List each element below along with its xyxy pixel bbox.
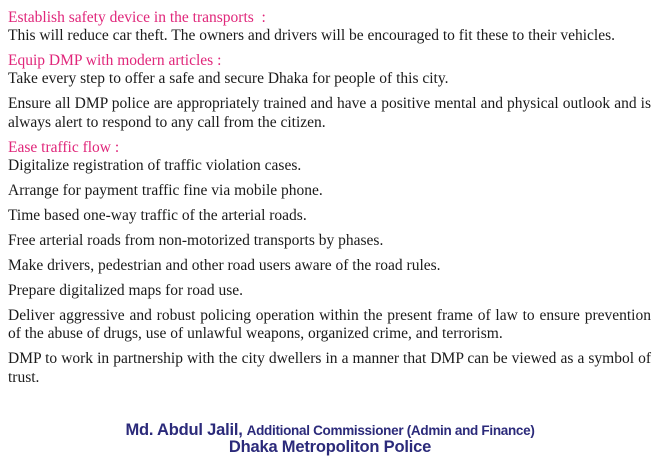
section-heading-ease-traffic: Ease traffic flow : (8, 138, 120, 156)
document-body (8, 9, 651, 387)
paragraph: Prepare digitalized maps for road use. (8, 281, 243, 299)
paragraph: Ensure all DMP police are appropriately trained and have a positive mental and physical outlook and is always alert to respond to any call from the citizen. (8, 95, 651, 131)
signatory-title: Additional Commissioner (Admin and Finance) (246, 423, 535, 438)
paragraph: Digitalize registration of traffic violation cases. (8, 156, 302, 174)
paragraph: Deliver aggressive and robust policing operation within the present frame of law to ensure prevention of the abuse of drugs, use of unlawful weapons, organized crime, and terrorism. (8, 306, 651, 342)
paragraph: Time based one-way traffic of the arterial roads. (8, 206, 307, 224)
paragraph: This will reduce car theft. The owners and drivers will be encouraged to fit these to their vehicles. (8, 27, 616, 44)
paragraph: Take every step to offer a safe and secure Dhaka for people of this city. (8, 70, 449, 87)
section-heading-safety-device: Establish safety device in the transports : (8, 9, 266, 26)
paragraph: Arrange for payment traffic fine via mobile phone. (8, 181, 323, 199)
section-heading-equip-dmp: Equip DMP with modern articles : (8, 52, 222, 69)
paragraph: DMP to work in partnership with the city dwellers in a manner that DMP can be viewed as a symbol of trust. (8, 350, 651, 386)
paragraph: Make drivers, pedestrian and other road users aware of the road rules. (8, 256, 441, 274)
signatory-name: Md. Abdul Jalil, (125, 421, 243, 439)
paragraph: Free arterial roads from non-motorized transports by phases. (8, 231, 384, 249)
signatory-organization: Dhaka Metropoliton Police (228, 438, 432, 456)
